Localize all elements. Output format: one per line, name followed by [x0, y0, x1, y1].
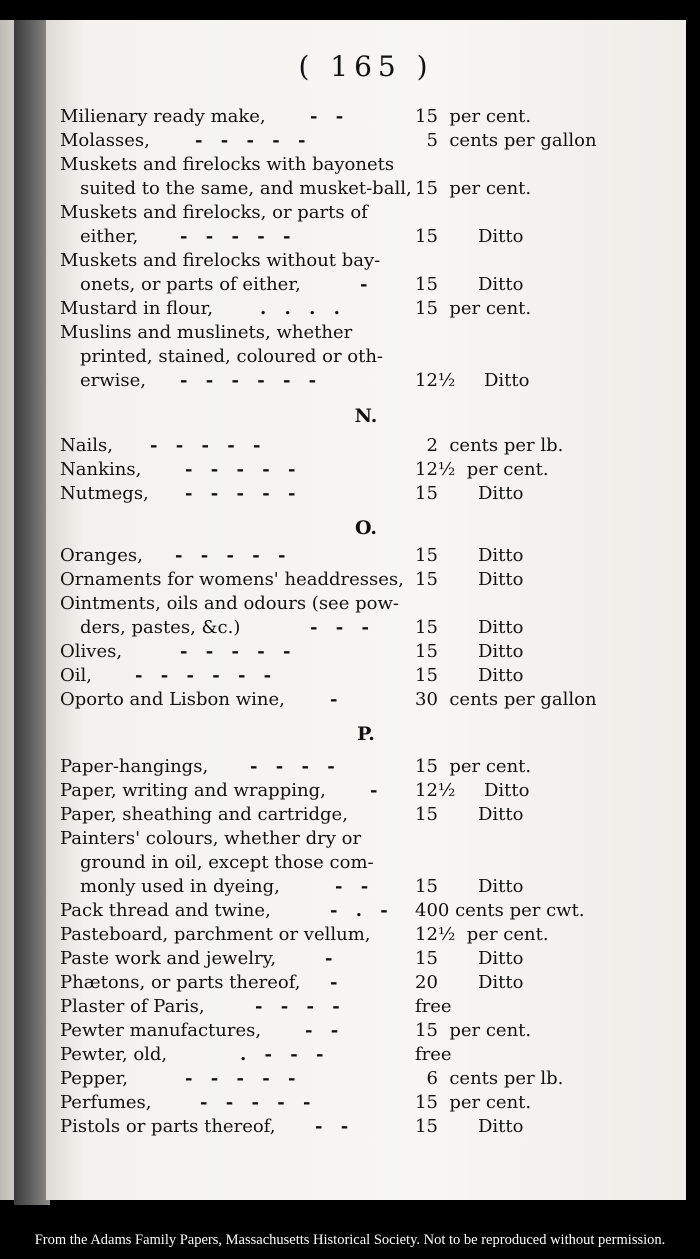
duty-rate: 12½ per cent.: [415, 459, 549, 480]
tariff-row: [60, 851, 660, 874]
tariff-row: [60, 592, 660, 615]
tariff-row: [60, 369, 660, 392]
tariff-row: [60, 616, 660, 639]
duty-rate: 400 cents per cwt.: [415, 900, 585, 921]
item-name: Perfumes,: [60, 1092, 152, 1113]
duty-rate: 6 cents per lb.: [415, 1068, 564, 1089]
item-name: Nails,: [60, 435, 113, 456]
item-name: Paper-hangings,: [60, 756, 209, 777]
leader-dashes: . - - -: [240, 1044, 330, 1065]
item-name: Plaster of Paris,: [60, 996, 205, 1017]
leader-dashes: -: [330, 689, 344, 710]
item-name: Painters' colours, whether dry or: [60, 828, 362, 849]
copyright-footer: From the Adams Family Papers, Massachusetts Historical Society. Not to be reproduced without permission.: [34, 1232, 666, 1248]
item-name: Oranges,: [60, 545, 143, 566]
item-name: printed, stained, coloured or oth-: [80, 346, 384, 367]
duty-rate: 30 cents per gallon: [415, 689, 597, 710]
leader-dashes: - -: [310, 106, 350, 127]
item-name: Nankins,: [60, 459, 142, 480]
leader-dashes: - - - - - -: [135, 665, 278, 686]
leader-dashes: - - - -: [255, 996, 346, 1017]
item-name: Phætons, or parts thereof,: [60, 972, 301, 993]
duty-rate: 15 Ditto: [415, 226, 524, 247]
tariff-row: [60, 875, 660, 898]
item-name: Oporto and Lisbon wine,: [60, 689, 285, 710]
tariff-row: [60, 947, 660, 970]
tariff-row: [60, 129, 660, 152]
leader-dashes: - - - - -: [180, 641, 297, 662]
item-name: Nutmegs,: [60, 483, 149, 504]
item-name: onets, or parts of either,: [80, 274, 301, 295]
duty-rate: 20 Ditto: [415, 972, 524, 993]
duty-rate: 15 Ditto: [415, 641, 524, 662]
item-name: Olives,: [60, 641, 123, 662]
duty-rate: 15 per cent.: [415, 1020, 532, 1041]
duty-rate: 15 per cent.: [415, 298, 532, 319]
tariff-row: [60, 177, 660, 200]
tariff-row: [60, 923, 660, 946]
leader-dashes: -: [325, 948, 339, 969]
item-name: Pack thread and twine,: [60, 900, 271, 921]
duty-rate: free: [415, 996, 452, 1017]
leader-dashes: . . . .: [260, 298, 346, 319]
leader-dashes: - - - - -: [195, 130, 312, 151]
leader-dashes: -: [360, 274, 374, 295]
leader-dashes: - - - - -: [180, 226, 297, 247]
item-name: either,: [80, 226, 139, 247]
tariff-row: [60, 899, 660, 922]
item-name: Muskets and firelocks with bayonets: [60, 154, 395, 175]
tariff-row: [60, 688, 660, 711]
item-name: Molasses,: [60, 130, 150, 151]
leader-dashes: - - - - -: [185, 459, 302, 480]
duty-rate: 12½ Ditto: [415, 370, 530, 391]
tariff-row: [60, 971, 660, 994]
item-name: Milienary ready make,: [60, 106, 266, 127]
tariff-row: [60, 458, 660, 481]
item-name: Paste work and jewelry,: [60, 948, 277, 969]
duty-rate: 15 per cent.: [415, 1092, 532, 1113]
tariff-row: [60, 345, 660, 368]
item-name: Muskets and firelocks, or parts of: [60, 202, 368, 223]
leader-dashes: -: [370, 780, 384, 801]
duty-rate: 15 Ditto: [415, 569, 524, 590]
item-name: erwise,: [80, 370, 147, 391]
duty-rate: 15 Ditto: [415, 948, 524, 969]
tariff-row: [60, 273, 660, 296]
leader-dashes: - - -: [310, 617, 375, 638]
leader-dashes: - -: [335, 876, 375, 897]
leader-dashes: - - - - -: [185, 1068, 302, 1089]
duty-rate: 15 per cent.: [415, 106, 532, 127]
item-name: Ornaments for womens' headdresses,: [60, 569, 404, 590]
section-heading: P.: [357, 723, 375, 745]
duty-rate: 5 cents per gallon: [415, 130, 597, 151]
item-name: Pewter, old,: [60, 1044, 168, 1065]
tariff-row: [60, 779, 660, 802]
item-name: Pepper,: [60, 1068, 129, 1089]
leader-dashes: - . -: [330, 900, 394, 921]
tariff-row: [60, 201, 660, 224]
tariff-row: [60, 995, 660, 1018]
tariff-row: [60, 434, 660, 457]
item-name: Oil,: [60, 665, 92, 686]
duty-rate: 15 Ditto: [415, 804, 524, 825]
item-name: ders, pastes, &c.): [80, 617, 241, 638]
tariff-row: [60, 1115, 660, 1138]
book-spine: [14, 20, 50, 1205]
tariff-row: [60, 1043, 660, 1066]
duty-rate: 15 Ditto: [415, 1116, 524, 1137]
tariff-row: [60, 544, 660, 567]
duty-rate: 15 Ditto: [415, 545, 524, 566]
item-name: Pistols or parts thereof,: [60, 1116, 276, 1137]
tariff-row: [60, 321, 660, 344]
leader-dashes: - - - -: [250, 756, 341, 777]
tariff-row: [60, 664, 660, 687]
tariff-row: [60, 827, 660, 850]
leader-dashes: - - - - -: [200, 1092, 317, 1113]
item-name: ground in oil, except those com-: [80, 852, 374, 873]
item-name: suited to the same, and musket-ball,: [80, 178, 412, 199]
leader-dashes: - - - - -: [175, 545, 292, 566]
section-heading: O.: [354, 517, 378, 539]
section-heading: N.: [354, 405, 378, 427]
leader-dashes: - - - - - -: [180, 370, 323, 391]
leader-dashes: - -: [305, 1020, 345, 1041]
tariff-row: [60, 225, 660, 248]
leader-dashes: - - - - -: [185, 483, 302, 504]
duty-rate: 12½ Ditto: [415, 780, 530, 801]
item-name: Paper, writing and wrapping,: [60, 780, 326, 801]
tariff-row: [60, 1091, 660, 1114]
tariff-row: [60, 153, 660, 176]
duty-rate: 2 cents per lb.: [415, 435, 564, 456]
duty-rate: 15 Ditto: [415, 483, 524, 504]
item-name: Mustard in flour,: [60, 298, 213, 319]
tariff-row: [60, 249, 660, 272]
duty-rate: 12½ per cent.: [415, 924, 549, 945]
item-name: Ointments, oils and odours (see pow-: [60, 593, 399, 614]
leader-dashes: -: [330, 972, 344, 993]
tariff-row: [60, 803, 660, 826]
tariff-row: [60, 105, 660, 128]
duty-rate: 15 per cent.: [415, 178, 532, 199]
duty-rate: 15 Ditto: [415, 617, 524, 638]
item-name: monly used in dyeing,: [80, 876, 280, 897]
item-name: Pasteboard, parchment or vellum,: [60, 924, 371, 945]
leader-dashes: - - - - -: [150, 435, 267, 456]
duty-rate: 15 Ditto: [415, 274, 524, 295]
duty-rate: 15 per cent.: [415, 756, 532, 777]
tariff-row: [60, 755, 660, 778]
item-name: Muskets and firelocks without bay-: [60, 250, 381, 271]
item-name: Paper, sheathing and cartridge,: [60, 804, 348, 825]
tariff-row: [60, 1019, 660, 1042]
item-name: Muslins and muslinets, whether: [60, 322, 353, 343]
page-number: ( 165 ): [298, 50, 434, 83]
leader-dashes: - -: [315, 1116, 355, 1137]
tariff-row: [60, 297, 660, 320]
tariff-row: [60, 568, 660, 591]
tariff-row: [60, 482, 660, 505]
book-page: [46, 20, 686, 1200]
duty-rate: free: [415, 1044, 452, 1065]
item-name: Pewter manufactures,: [60, 1020, 262, 1041]
tariff-row: [60, 640, 660, 663]
duty-rate: 15 Ditto: [415, 665, 524, 686]
duty-rate: 15 Ditto: [415, 876, 524, 897]
tariff-row: [60, 1067, 660, 1090]
